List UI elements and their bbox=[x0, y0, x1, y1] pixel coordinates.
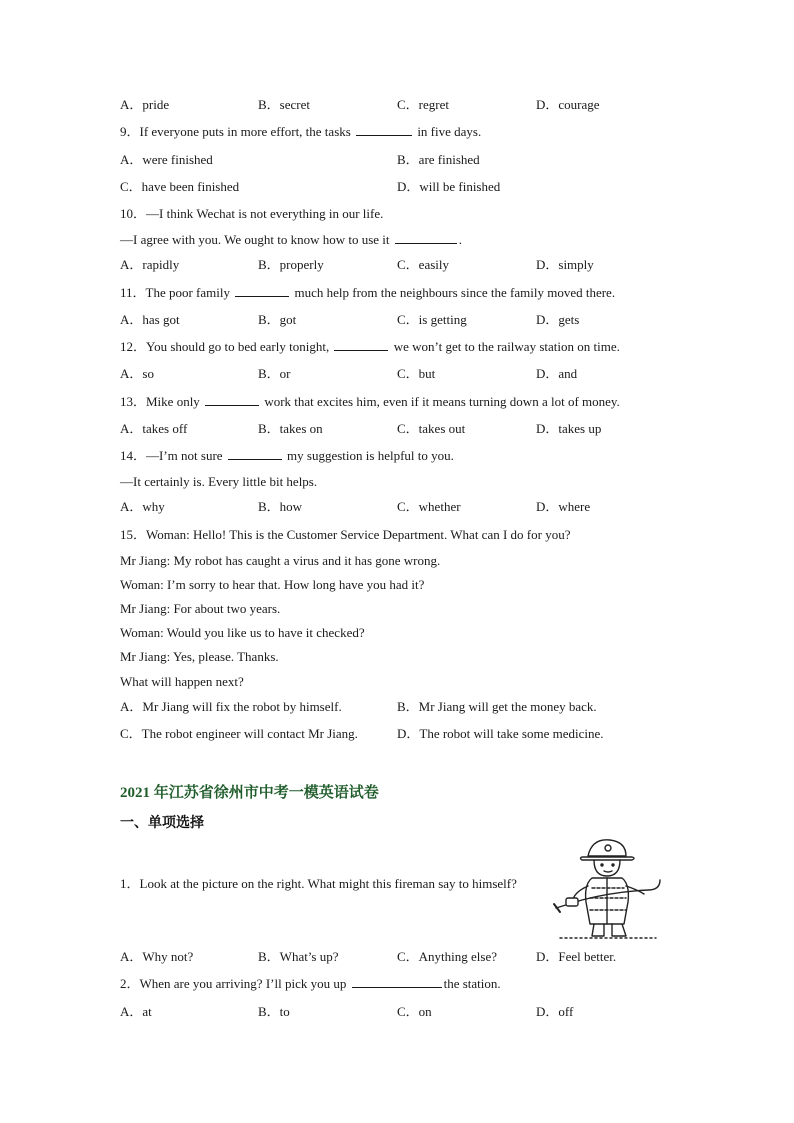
q13-stem-text-end: work that excites him, even if it means turning down a lot of money. bbox=[264, 394, 620, 409]
q11-option-b: B．got bbox=[258, 312, 297, 327]
q14-option-a: A．why bbox=[120, 499, 165, 514]
q11-stem-text-end: much help from the neighbours since the family moved there. bbox=[294, 285, 616, 300]
q13-stem-text: 13．Mike only bbox=[120, 394, 200, 409]
q15-dialogue-line: Mr Jiang: My robot has caught a virus and it has gone wrong. bbox=[120, 553, 441, 568]
q13-blank bbox=[205, 394, 259, 406]
p2-stem-text-end: the station. bbox=[443, 976, 501, 991]
q15-option-b: B．Mr Jiang will get the money back. bbox=[397, 699, 597, 714]
q9-option-b: B．are finished bbox=[397, 152, 480, 167]
q14-option-d: D．where bbox=[536, 499, 591, 514]
q8-option-d: D．courage bbox=[536, 97, 600, 112]
q15-option-d: D．The robot will take some medicine. bbox=[397, 726, 604, 741]
q10-stem: 10．—I think Wechat is not everything in our life. bbox=[120, 206, 384, 221]
q8-option-c: C．regret bbox=[397, 97, 449, 112]
q9-stem-text: 9．If everyone puts in more effort, the tasks bbox=[120, 124, 351, 139]
q14-option-b: B．how bbox=[258, 499, 303, 514]
q10-reply bbox=[120, 232, 462, 248]
q10-option-d: D．simply bbox=[536, 257, 594, 272]
q15-dialogue-line: Woman: I’m sorry to hear that. How long have you had it? bbox=[120, 577, 425, 592]
q11-stem bbox=[120, 285, 615, 301]
q15-dialogue-line: Woman: Would you like us to have it checked? bbox=[120, 625, 365, 640]
q9-option-d: D．will be finished bbox=[397, 179, 501, 194]
q10-reply-text: —I agree with you. We ought to know how to use it bbox=[120, 232, 390, 247]
q9-blank bbox=[356, 124, 412, 136]
q13-option-d: D．takes up bbox=[536, 421, 602, 436]
q12-option-d: D．and bbox=[536, 366, 578, 381]
p2-stem bbox=[120, 976, 501, 992]
q12-option-c: C．but bbox=[397, 366, 436, 381]
q11-blank bbox=[235, 285, 289, 297]
q14-blank bbox=[228, 448, 282, 460]
p1-option-c: C．Anything else? bbox=[397, 949, 498, 964]
q14-stem-text: 14．—I’m not sure bbox=[120, 448, 223, 463]
p1-option-a: A．Why not? bbox=[120, 949, 194, 964]
p2-option-c: C．on bbox=[397, 1004, 432, 1019]
q15-option-a: A．Mr Jiang will fix the robot by himself. bbox=[120, 699, 342, 714]
p2-stem-text: 2．When are you arriving? I’ll pick you up bbox=[120, 976, 347, 991]
q12-option-a: A．so bbox=[120, 366, 154, 381]
p2-blank bbox=[352, 976, 442, 988]
q8-option-a: A．pride bbox=[120, 97, 170, 112]
q14-option-c: C．whether bbox=[397, 499, 461, 514]
q12-stem bbox=[120, 339, 620, 355]
q12-stem-text: 12．You should go to bed early tonight, bbox=[120, 339, 330, 354]
section-title: 一、单项选择 bbox=[120, 816, 204, 831]
q14-reply: —It certainly is. Every little bit helps. bbox=[120, 474, 318, 489]
q10-option-b: B．properly bbox=[258, 257, 324, 272]
q15-question: What will happen next? bbox=[120, 674, 244, 689]
q11-option-d: D．gets bbox=[536, 312, 580, 327]
q12-stem-text-end: we won’t get to the railway station on time. bbox=[393, 339, 620, 354]
q8-option-b: B．secret bbox=[258, 97, 310, 112]
q12-option-b: B．or bbox=[258, 366, 291, 381]
q15-dialogue-line: Mr Jiang: Yes, please. Thanks. bbox=[120, 649, 279, 664]
q15-option-c: C．The robot engineer will contact Mr Jiang. bbox=[120, 726, 358, 741]
q10-option-c: C．easily bbox=[397, 257, 449, 272]
q11-stem-text: 11．The poor family bbox=[120, 285, 230, 300]
q13-option-c: C．takes out bbox=[397, 421, 466, 436]
q9-option-c: C．have been finished bbox=[120, 179, 240, 194]
q14-stem bbox=[120, 448, 454, 464]
exam-title: 2021 年江苏省徐州市中考一模英语试卷 bbox=[120, 785, 379, 801]
fireman-icon bbox=[552, 832, 662, 940]
q14-stem-text-end: my suggestion is helpful to you. bbox=[287, 448, 454, 463]
p2-option-a: A．at bbox=[120, 1004, 152, 1019]
q9-option-a: A．were finished bbox=[120, 152, 213, 167]
p2-option-b: B．to bbox=[258, 1004, 290, 1019]
q13-option-a: A．takes off bbox=[120, 421, 188, 436]
q13-stem bbox=[120, 394, 620, 410]
p2-option-d: D．off bbox=[536, 1004, 574, 1019]
q15-dialogue-line: 15．Woman: Hello! This is the Customer Service Department. What can I do for you? bbox=[120, 527, 571, 542]
p1-stem: 1．Look at the picture on the right. What might this fireman say to himself? bbox=[120, 876, 517, 891]
q10-option-a: A．rapidly bbox=[120, 257, 180, 272]
q9-stem-text-end: in five days. bbox=[417, 124, 482, 139]
p1-option-b: B．What’s up? bbox=[258, 949, 339, 964]
q11-option-c: C．is getting bbox=[397, 312, 467, 327]
q10-blank bbox=[395, 232, 457, 244]
q12-blank bbox=[334, 339, 388, 351]
q13-option-b: B．takes on bbox=[258, 421, 323, 436]
q11-option-a: A．has got bbox=[120, 312, 180, 327]
p1-option-d: D．Feel better. bbox=[536, 949, 617, 964]
q9-stem bbox=[120, 124, 481, 140]
q15-dialogue-line: Mr Jiang: For about two years. bbox=[120, 601, 281, 616]
q10-reply-end: . bbox=[458, 232, 463, 247]
